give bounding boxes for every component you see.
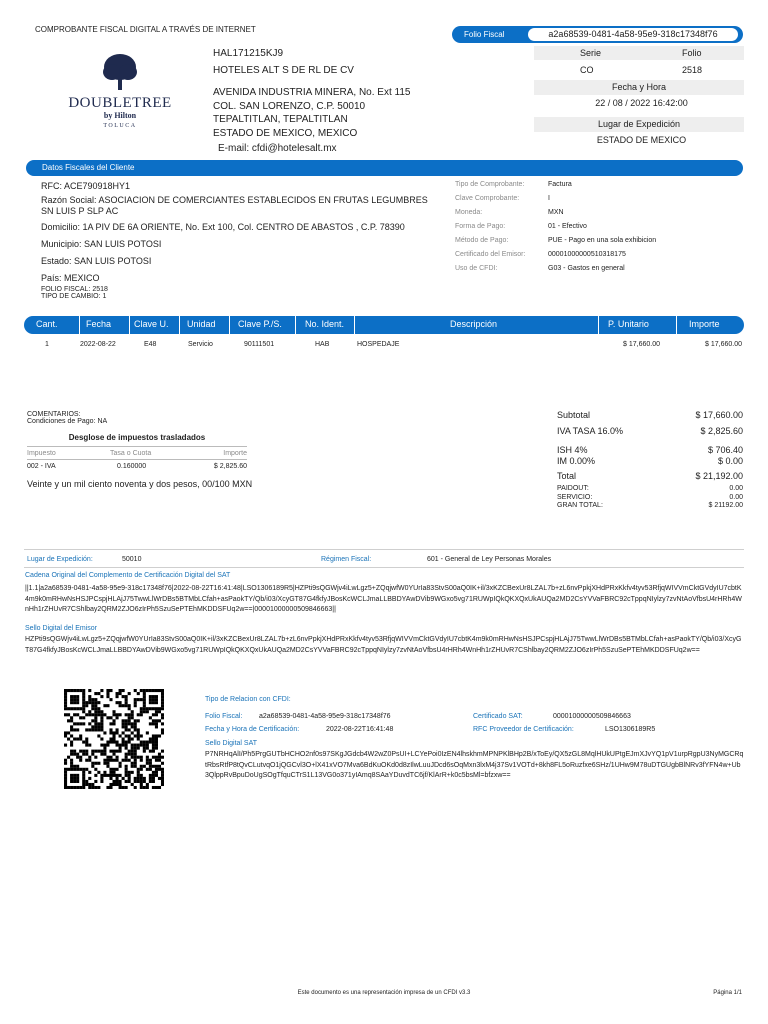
emisor-dir1: AVENIDA INDUSTRIA MINERA, No. Ext 115 xyxy=(213,87,411,98)
cliente-folio-fiscal: FOLIO FISCAL: 2518 xyxy=(41,286,108,293)
col-divider xyxy=(179,316,180,334)
comprobante-row xyxy=(455,223,745,237)
total-label: Total xyxy=(557,471,577,481)
comprobante-value: PUE - Pago en una sola exhibicion xyxy=(548,237,657,244)
cliente-block xyxy=(41,181,441,300)
divider xyxy=(27,459,247,460)
qr-code xyxy=(64,689,164,789)
cell-no-ident: HAB xyxy=(315,341,330,348)
tipo-relacion-label: Tipo de Relacion con CFDI: xyxy=(205,696,291,703)
cliente-estado: Estado: SAN LUIS POTOSI xyxy=(41,256,152,266)
total-value: $ 21,192.00 xyxy=(695,471,743,481)
total-row-ish xyxy=(557,445,743,456)
comprobante-value: I xyxy=(548,195,550,202)
sello-emisor-text: HZPti9sQGWjv4iLwLgz5+ZQqjwfW0YUrIa83StvS00aQ0IK+il/3xKZCBexUr8LZAL7b+zL6nvPpkjXHdPRxKkfv4tyv53RfjqWIVVmCktGVdyIU7cbtK4m9k0mRHwNsHSJPCspjHLAjJ75TwwLlWrDBs5BTMbLCfah+asPaokTY/Qb/i03/XcyGT87G4fkfyJBosKcWCLJmaLLBBDYAwDVib9WGxo5vg71RUWpIQkQKXQxUkAUQa2MD2CsYVVaFBRC92cTppqNIylzy7zvNtAoVfbsU4rHRh4WnHh1rZHUvR7CShlbay2QRM2ZJO6zIrPh5SzuSePTEhMKDDSFUq2w== xyxy=(25,636,742,654)
rfc-prov-value: LSO1306189R5 xyxy=(605,726,656,733)
total-row-im xyxy=(557,456,743,471)
items-table-header xyxy=(24,316,744,334)
cell-fecha: 2022-08-22 xyxy=(80,341,116,348)
tax-tasa: 0.160000 xyxy=(117,463,147,470)
total-row-iva xyxy=(557,426,743,445)
table-row xyxy=(24,341,744,353)
totals-block xyxy=(557,410,743,511)
logo-brand: DOUBLETREE xyxy=(68,95,172,111)
cell-clave-ps: 90111501 xyxy=(244,341,275,348)
col-importe: Importe xyxy=(689,319,720,329)
col-divider xyxy=(79,316,80,334)
comprobante-label: Uso de CFDI: xyxy=(455,265,498,272)
lugar-exp-label: Lugar de Expedición: xyxy=(27,556,93,563)
folio-fiscal-label: Folio Fiscal xyxy=(464,30,505,39)
servicio-value: 0.00 xyxy=(729,493,743,501)
lugar-regimen-row xyxy=(27,556,744,566)
divider xyxy=(27,446,247,447)
servicio-label: SERVICIO: xyxy=(557,493,593,501)
comprobante-value: Factura xyxy=(548,181,572,188)
comprobante-row xyxy=(455,237,745,251)
tax-header-impuesto: Impuesto xyxy=(27,450,56,457)
col-unidad: Unidad xyxy=(187,319,216,329)
iva-label: IVA TASA 16.0% xyxy=(557,426,624,436)
logo-subtitle: by Hilton xyxy=(103,111,137,120)
tax-importe: $ 2,825.60 xyxy=(213,463,247,470)
lugar-exp-value: 50010 xyxy=(122,556,142,563)
comprobante-row xyxy=(455,251,745,265)
ish-value: $ 706.40 xyxy=(707,445,743,455)
fecha-cert-label: Fecha y Hora de Certificación: xyxy=(205,726,300,733)
comprobante-label: Método de Pago: xyxy=(455,237,509,244)
comprobante-row xyxy=(455,265,745,279)
cliente-rfc: RFC: ACE790918HY1 xyxy=(41,181,131,191)
fecha-hora-value: 22 / 08 / 2022 16:42:00 xyxy=(595,98,688,108)
cadena-original-label: Cadena Original del Complemento de Certificación Digital del SAT xyxy=(25,572,231,579)
tax-header-tasa: Tasa o Cuota xyxy=(110,450,152,457)
im-label: IM 0.00% xyxy=(557,456,596,466)
cfdi-note: Este documento es una representación impresa de un CFDI v3.3 xyxy=(297,990,471,996)
col-divider xyxy=(229,316,230,334)
cell-p-unitario: $ 17,660.00 xyxy=(623,341,660,348)
tax-row xyxy=(27,463,247,473)
tax-impuesto: 002 - IVA xyxy=(27,463,56,470)
comprobante-value: G03 - Gastos en general xyxy=(548,265,625,272)
cert-row-2 xyxy=(205,726,745,736)
folio-fiscal-footer-label: Folio Fiscal: xyxy=(205,713,243,720)
lugar-expedicion-value: ESTADO DE MEXICO xyxy=(596,135,687,145)
sello-sat-text: P7NRHqAlI/Ph5PrgGUTbHCHO2nf0s97SKgJGdcb4W2wZ0PsUI+LCYePoi0IzEN4lhskhmMPNPKlBHp2B/xToEy/QX5zGL8MqlHUkUPtgEJmXJvYQ1pV1urpRgpU3NyMGCRqtRbsRtfP8tQvCLutvqO1jQGCvl3O+lX41xVO7Mva6BdKuOKd0d8zIlwLuuJDcd6sOqMxn3lxM4j37Sv1VOTd+8kh8FL5oRuzfxe6SHz/1UHw9M78uDTGUgbBlNRv3fYFN4w+Ub3QlppRvBpuDoUgSOgTfquCTrS1L13VG0o371yIAmq8SAaYDuvdTC6jf/KlArR+k0c5bsMl=bfzxw== xyxy=(205,751,744,779)
col-divider xyxy=(129,316,130,334)
cert-row-1 xyxy=(205,713,745,723)
folio-value: 2518 xyxy=(682,65,703,75)
emisor-nombre: HOTELES ALT S DE RL DE CV xyxy=(213,65,354,76)
col-divider xyxy=(295,316,296,334)
cliente-bar-title: Datos Fiscales del Cliente xyxy=(42,163,135,172)
emisor-rfc: HAL171215KJ9 xyxy=(213,48,284,59)
emisor-dir3: TEPALTITLAN, TEPALTITLAN xyxy=(213,114,348,125)
hotel-logo xyxy=(60,52,180,129)
comprobante-row xyxy=(455,181,745,195)
total-row-servicio xyxy=(557,494,743,503)
comprobante-value: 01 - Efectivo xyxy=(548,223,587,230)
gran-total-value: $ 21192.00 xyxy=(708,502,743,509)
sello-sat-label: Sello Digital SAT xyxy=(205,740,258,747)
cliente-razon-social: Razón Social: ASOCIACION DE COMERCIANTES ESTABLECIDOS EN FRUTAS LEGUMBRES SN LUIS P SLP AC xyxy=(41,195,428,216)
importe-con-letra: Veinte y un mil ciento noventa y dos pesos, 00/100 MXN xyxy=(27,479,253,489)
certificado-sat-value: 00001000000509846663 xyxy=(553,713,631,720)
emisor-address xyxy=(213,86,410,140)
cliente-pais: País: MEXICO xyxy=(41,273,100,283)
total-row-paidout xyxy=(557,485,743,494)
comprobante-label: Clave Comprobante: xyxy=(455,195,520,202)
comprobante-value: MXN xyxy=(548,209,564,216)
serie-value: CO xyxy=(580,65,594,75)
iva-value: $ 2,825.60 xyxy=(700,426,743,436)
serie-label: Serie xyxy=(580,48,602,58)
comprobante-label: Forma de Pago: xyxy=(455,223,506,230)
fecha-cert-value: 2022-08-22T16:41:48 xyxy=(326,726,394,733)
total-row-subtotal xyxy=(557,410,743,426)
cell-unidad: Servicio xyxy=(188,341,213,348)
certificado-sat-label: Certificado SAT: xyxy=(473,713,523,720)
folio-fiscal-bar xyxy=(452,26,743,43)
col-fecha: Fecha xyxy=(86,319,112,329)
total-row-total xyxy=(557,471,743,485)
emisor-email: E-mail: cfdi@hotelesalt.mx xyxy=(218,143,337,154)
lugar-expedicion-label: Lugar de Expedición xyxy=(534,117,744,132)
comprobante-label: Certificado del Emisor: xyxy=(455,251,526,258)
emisor-block xyxy=(213,45,354,79)
cell-descripcion: HOSPEDAJE xyxy=(357,341,400,348)
comprobante-label: Moneda: xyxy=(455,209,483,216)
col-p-unitario: P. Unitario xyxy=(608,319,649,329)
regimen-value: 601 - General de Ley Personas Morales xyxy=(427,556,552,563)
emisor-dir2: COL. SAN LORENZO, C.P. 50010 xyxy=(213,100,366,112)
condiciones-pago: Condiciones de Pago: NA xyxy=(27,418,108,425)
comprobante-details xyxy=(455,181,745,279)
page-number: Página 1/1 xyxy=(713,990,742,996)
subtotal-value: $ 17,660.00 xyxy=(695,410,743,420)
col-divider xyxy=(598,316,599,334)
logo-city: TOLUCA xyxy=(103,123,137,129)
comprobante-label: Tipo de Comprobante: xyxy=(455,181,525,188)
fecha-hora-label: Fecha y Hora xyxy=(534,80,744,95)
col-no-ident: No. Ident. xyxy=(305,319,345,329)
rfc-prov-label: RFC Proveedor de Certificación: xyxy=(473,726,574,733)
ish-label: ISH 4% xyxy=(557,445,588,455)
tree-icon xyxy=(98,52,142,92)
comentarios-block xyxy=(27,411,107,425)
emisor-dir4: ESTADO DE MEXICO, MEXICO xyxy=(213,127,358,139)
folio-fiscal-value: a2a68539-0481-4a58-95e9-318c17348f76 xyxy=(528,28,738,41)
folio-fiscal-footer-value: a2a68539-0481-4a58-95e9-318c17348f76 xyxy=(259,713,391,720)
document-type-title: COMPROBANTE FISCAL DIGITAL A TRAVÉS DE INTERNET xyxy=(35,25,256,34)
cliente-tipo-cambio: TIPO DE CAMBIO: 1 xyxy=(41,293,107,300)
comentarios-title: COMENTARIOS: xyxy=(27,411,81,418)
col-cant: Cant. xyxy=(36,319,58,329)
col-divider xyxy=(676,316,677,334)
divider xyxy=(24,567,744,568)
col-divider xyxy=(354,316,355,334)
im-value: $ 0.00 xyxy=(717,456,743,466)
cell-cant: 1 xyxy=(45,341,49,348)
cell-importe: $ 17,660.00 xyxy=(705,341,742,348)
cliente-bar xyxy=(26,160,743,176)
comprobante-value: 00001000000510318175 xyxy=(548,251,626,258)
subtotal-label: Subtotal xyxy=(557,410,591,420)
sello-emisor-label: Sello Digital del Emisor xyxy=(25,625,97,632)
tax-header-importe: Importe xyxy=(223,450,247,457)
gran-total-label: GRAN TOTAL: xyxy=(557,502,603,509)
desglose-title: Desglose de impuestos trasladados xyxy=(68,433,206,442)
serie-folio-header xyxy=(534,46,744,60)
paidout-label: PAIDOUT: xyxy=(557,485,589,492)
total-row-gran-total xyxy=(557,502,743,511)
comprobante-row xyxy=(455,195,745,209)
comprobante-row xyxy=(455,209,745,223)
paidout-value: 0.00 xyxy=(729,485,743,492)
col-clave-u: Clave U. xyxy=(134,319,169,329)
cell-clave-u: E48 xyxy=(144,341,157,348)
col-clave-ps: Clave P./S. xyxy=(238,319,282,329)
cliente-domicilio: Domicilio: 1A PIV DE 6A ORIENTE, No. Ext 100, Col. CENTRO DE ABASTOS , C.P. 78390 xyxy=(41,222,405,232)
folio-label: Folio xyxy=(682,48,702,58)
cadena-original-text: ||1.1|a2a68539-0481-4a58-95e9-318c17348f76|2022-08-22T16:41:48|LSO1306189R5|HZPti9sQGWjv4iLwLgz5+ZQqjwfW0YUrIa83StvS00aQ0IK+il/3xKZCBexUr8LZAL7b+zL6nvPpkjXHdPRxKkfv4tyv53RfjqWIVVmCktGVdyIU7cbtK4m9k0mRHwNsHSJPCspjHLAjJ75TwwLlWrDBs5BTMbLCfah+asPaokTY/Qb/i03/XcyGT87G4fkfyJBosKcWCLJmaLLBBDYAwDVib9WGxo5vg71RUWpIQkQKXQxUkAUQa2MD2CsYVVaFBRC92cTppqNIylzy7zvNtAoVfbsU4rHRh4WnHh1rZHUvR7CShlbay2QRM2ZJO6zIrPh5SzuSePTEhMKDDSFUq2w==|00001000000509846663|| xyxy=(25,585,742,613)
regimen-label: Régimen Fiscal: xyxy=(321,556,372,563)
cliente-municipio: Municipio: SAN LUIS POTOSI xyxy=(41,239,162,249)
divider xyxy=(24,549,744,550)
col-descripcion: Descripción xyxy=(450,319,498,329)
